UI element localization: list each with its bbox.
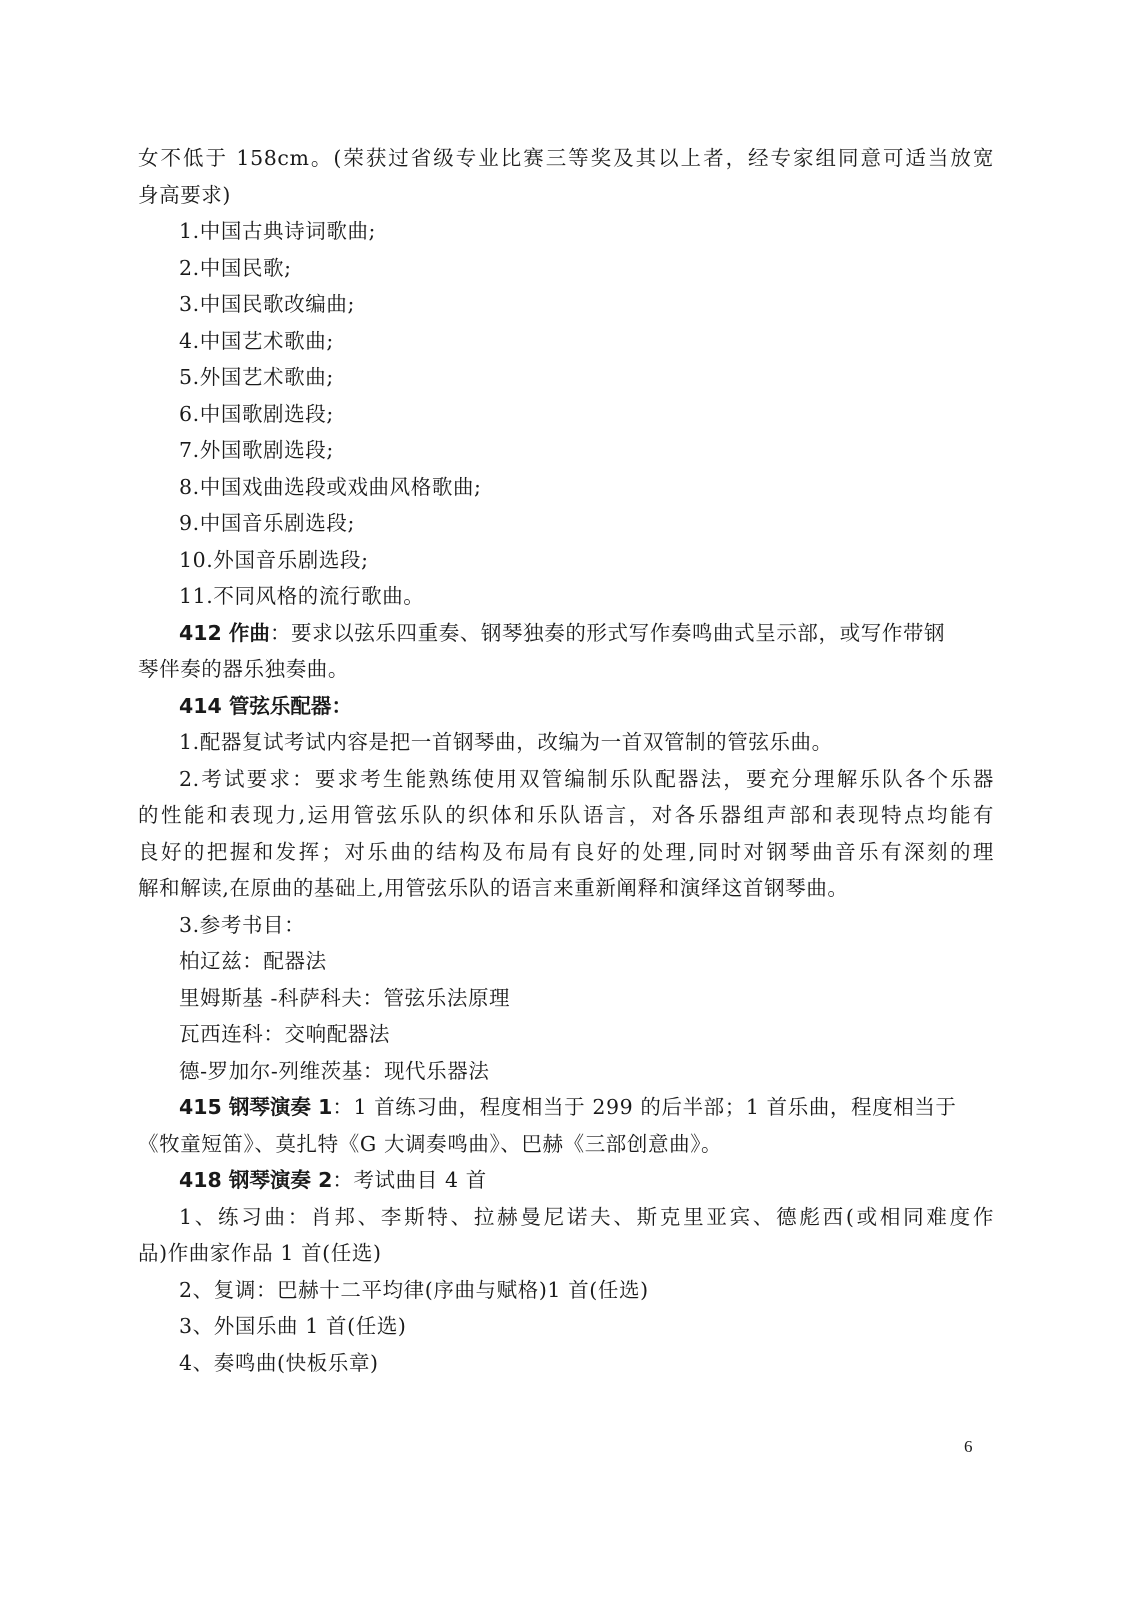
composition-text: ：要求以弦乐四重奏、钢琴独奏的形式写作奏鸣曲式呈示部，或写作带钢: [269, 620, 946, 645]
reference-book: 德-罗加尔-列维茨基：现代乐器法: [179, 1058, 490, 1083]
composition-section: [138, 615, 994, 688]
list-item: 5.外国艺术歌曲;: [179, 365, 334, 389]
orchestration-item-2-line-2: 的性能和表现力,运用管弦乐队的织体和乐队语言，对各乐器组声部和表现特点均能有: [138, 803, 994, 827]
piano-1-line-2: 《牧童短笛》、莫扎特《G 大调奏鸣曲》、巴赫《三部创意曲》。: [138, 1131, 723, 1156]
orchestration-item-2-line-3: 良好的把握和发挥；对乐曲的结构及布局有良好的处理,同时对钢琴曲音乐有深刻的理: [138, 839, 994, 864]
piano-1-heading: 415 钢琴演奏 1: [179, 1095, 333, 1119]
piano-1-section: [138, 1089, 994, 1162]
piano-2-heading-rest: ：考试曲目 4 首: [332, 1168, 487, 1192]
list-item: 9.中国音乐剧选段;: [179, 511, 355, 535]
voice-repertoire-list: [138, 213, 994, 615]
document-body: [138, 140, 994, 1381]
list-item: 10.外国音乐剧选段;: [179, 547, 369, 572]
piano-2-item-1-line-2: 品)作曲家作品 1 首(任选): [138, 1241, 382, 1265]
intro-line-1: 女不低于 158cm。(荣获过省级专业比赛三等奖及其以上者，经专家组同意可适当放宽: [138, 146, 994, 170]
list-item: 6.中国歌剧选段;: [179, 401, 334, 426]
reference-book: 里姆斯基 -科萨科夫：管弦乐法原理: [179, 985, 511, 1010]
composition-line-2: 琴伴奏的器乐独奏曲。: [138, 657, 349, 681]
orchestration-item-2-line-4: 解和解读,在原曲的基础上,用管弦乐队的语言来重新阐释和演绎这首钢琴曲。: [138, 876, 849, 900]
page-number: 6: [964, 1437, 973, 1456]
piano-2-heading-line: [138, 1162, 994, 1199]
piano-1-text: ：1 首练习曲，程度相当于 299 的后半部；1 首乐曲，程度相当于: [332, 1095, 957, 1119]
piano-2-item-4: 4、奏鸣曲(快板乐章): [179, 1350, 379, 1375]
list-item: 4.中国艺术歌曲;: [179, 328, 334, 353]
reference-book: 柏辽兹：配器法: [179, 949, 327, 973]
orchestration-heading: 414 管弦乐配器: [179, 693, 332, 718]
list-item: 8.中国戏曲选段或戏曲风格歌曲;: [179, 474, 482, 499]
piano-2-item-2: 2、复调：巴赫十二平均律(序曲与赋格)1 首(任选): [179, 1277, 649, 1302]
orchestration-colon: ：: [331, 693, 352, 718]
piano-2-item-3: 3、外国乐曲 1 首(任选): [179, 1314, 407, 1338]
composition-line-1: [138, 615, 994, 652]
orchestration-item-2-line-1: 2.考试要求：要求考生能熟练使用双管编制乐队配器法，要充分理解乐队各个乐器: [179, 766, 994, 791]
orchestration-heading-line: [138, 688, 994, 725]
piano-2-heading: 418 钢琴演奏 2: [179, 1168, 333, 1192]
list-item: 1.中国古典诗词歌曲;: [179, 219, 377, 243]
orchestration-item-1: 1.配器复试考试内容是把一首钢琴曲，改编为一首双管制的管弦乐曲。: [179, 730, 833, 754]
orchestration-item-3: 3.参考书目：: [179, 912, 306, 937]
piano-1-line-1: [138, 1089, 994, 1126]
list-item: 11.不同风格的流行歌曲。: [179, 584, 425, 608]
piano-2-section: [138, 1162, 994, 1381]
list-item: 7.外国歌剧选段;: [179, 438, 334, 462]
list-item: 2.中国民歌;: [179, 255, 292, 280]
piano-2-item-1-line-1: 1、练习曲：肖邦、李斯特、拉赫曼尼诺夫、斯克里亚宾、德彪西(或相同难度作: [179, 1204, 994, 1229]
list-item: 3.中国民歌改编曲;: [179, 292, 355, 316]
composition-heading: 412 作曲: [179, 620, 270, 645]
reference-book: 瓦西连科：交响配器法: [179, 1022, 390, 1046]
orchestration-section: [138, 688, 994, 1090]
intro-line-2: 身高要求): [138, 182, 231, 207]
